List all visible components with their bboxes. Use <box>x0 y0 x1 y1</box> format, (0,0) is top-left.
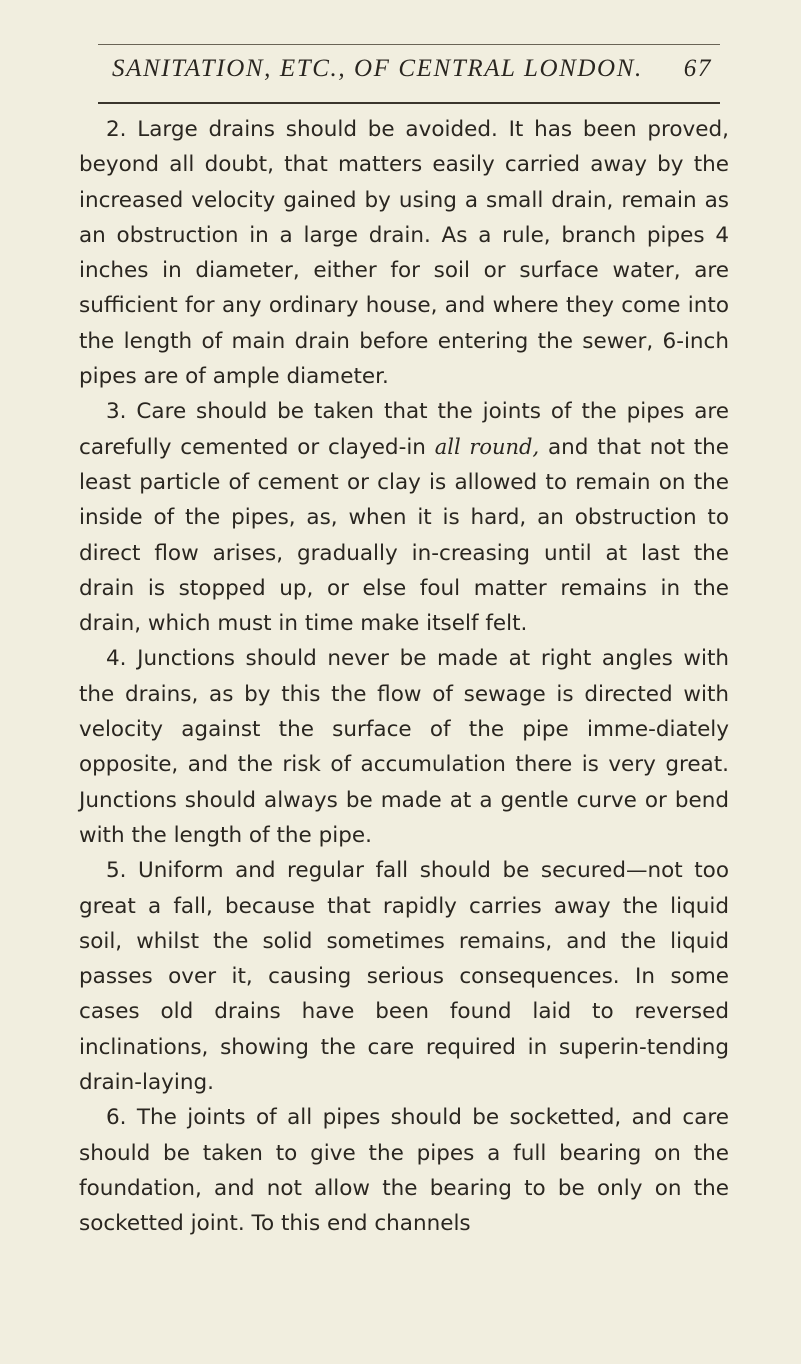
paragraph-3-text-after: and that not the least particle of cement or clay is allowed to remain on the inside of the pipes, as, when it is hard, an obstruction to direct flow arises, gradually in-creasing until at last the drain is stopped up, or else foul matter remains in the drain, which must in time make itself felt. <box>79 434 729 637</box>
paragraph-3-text-before: 3. Care should be taken that the joints of the pipes are carefully cemented or clayed-in <box>79 399 729 460</box>
running-head <box>112 55 712 95</box>
body-text <box>79 112 729 1242</box>
header-rule <box>98 102 720 104</box>
page-number: 67 <box>683 55 712 82</box>
paragraph-3-emphasis: all round, <box>434 434 540 459</box>
paragraph-6: 6. The joints of all pipes should be socketted, and care should be taken to give the pipes a full bearing on the foundation, and not allow the bearing to be only on the socketted joint. To this end channels <box>79 1105 729 1237</box>
header-top-rule <box>98 44 720 45</box>
paragraph-5: 5. Uniform and regular fall should be secured—not too great a fall, because that rapidly carries away the liquid soil, whilst the solid sometimes remains, and the liquid passes over it, causing serious consequences. In some cases old drains have been found laid to reversed inclinations, showing the care required in superin-tending drain-laying. <box>79 858 729 1096</box>
paragraph-3 <box>79 394 729 641</box>
paragraph-2: 2. Large drains should be avoided. It has been proved, beyond all doubt, that matters easily carried away by the increased velocity gained by using a small drain, remain as an obstruction in a large drain. As a rule, branch pipes 4 inches in diameter, either for soil or surface water, are sufficient for any ordinary house, and where they come into the length of main drain before entering the sewer, 6-inch pipes are of ample diameter. <box>79 117 729 390</box>
running-title: SANITATION, ETC., OF CENTRAL LONDON. <box>112 55 643 82</box>
paragraph-4: 4. Junctions should never be made at right angles with the drains, as by this the flow of sewage is directed with velocity against the surface of the pipe imme-diately opposite, and the risk of accumulation there is very great. Junctions should always be made at a gentle curve or bend with the length of the pipe. <box>79 646 729 848</box>
